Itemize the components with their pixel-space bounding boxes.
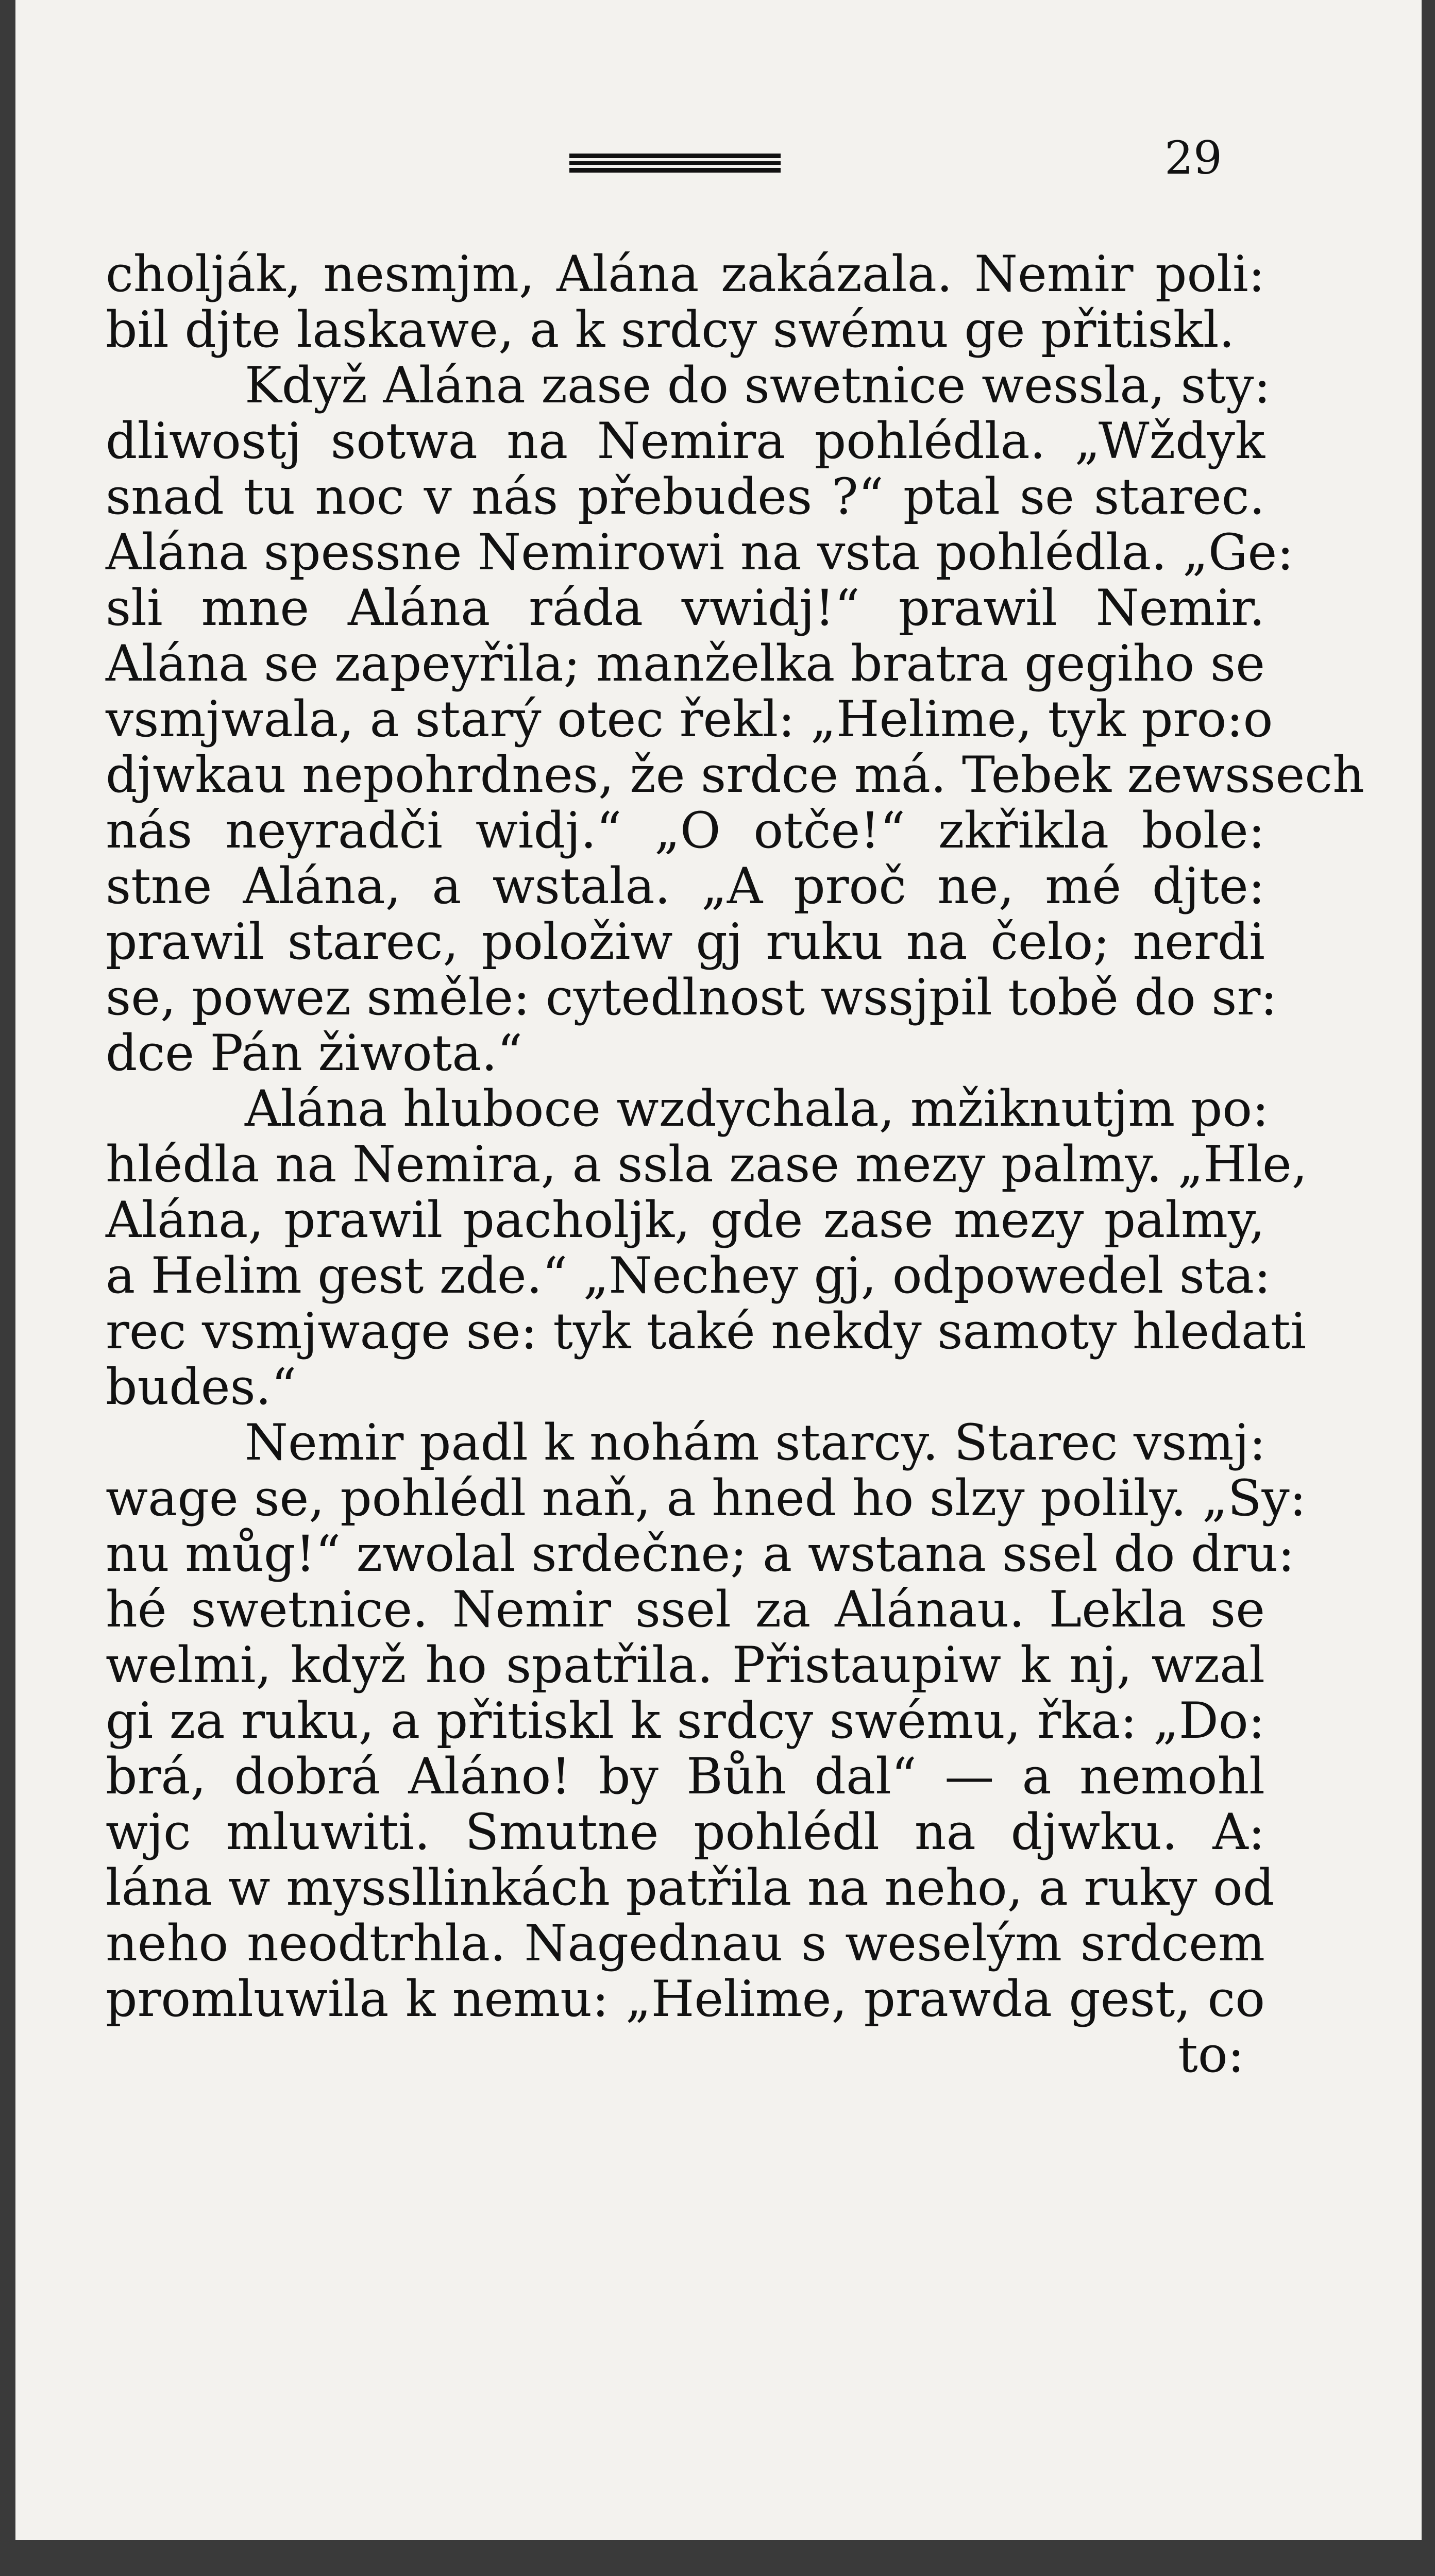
text-line: stne Alána, a wstala. „A proč ne, mé djte: — [106, 857, 1265, 915]
text-line: cholják, nesmjm, Alána zakázala. Nemir poli: — [106, 245, 1265, 303]
text-line: brá, dobrá Aláno! by Bůh dal“ — a nemohl — [106, 1748, 1265, 1805]
ornament-bar — [569, 168, 781, 173]
text-line: budes.“ — [106, 1358, 297, 1416]
body-text — [106, 245, 1364, 2083]
text-line: bil djte laskawe, a k srdcy swému ge přitiskl. — [106, 301, 1235, 359]
text-line: neho neodtrhla. Nagednau s weselým srdcem — [106, 1914, 1265, 1972]
text-line: welmi, když ho spatřila. Přistaupiw k nj, wzal — [106, 1636, 1265, 1694]
text-line: prawil starec, položiw gj ruku na čelo; nerdi — [106, 913, 1265, 971]
text-line: vsmjwala, a starý otec řekl: „Helime, tyk pro:o — [106, 690, 1273, 748]
text-line: wjc mluwiti. Smutne pohlédl na djwku. A: — [106, 1803, 1265, 1861]
text-line: nás neyradči widj.“ „O otče!“ zkřikla bole: — [106, 802, 1265, 859]
ornament-bar — [569, 154, 781, 158]
text-line: nu můg!“ zwolal srdečne; a wstana ssel do dru: — [106, 1525, 1295, 1583]
text-line: hé swetnice. Nemir ssel za Alánau. Lekla se — [106, 1581, 1265, 1638]
text-line: Alána spessne Nemirowi na vsta pohlédla. „Ge: — [106, 523, 1294, 581]
text-line: hlédla na Nemira, a ssla zase mezy palmy. „Hle, — [106, 1136, 1308, 1193]
text-line: dce Pán žiwota.“ — [106, 1024, 523, 1082]
text-line: wage se, pohlédl naň, a hned ho slzy polily. „Sy: — [106, 1469, 1307, 1527]
text-line: lána w myssllinkách patřila na neho, a ruky od — [106, 1859, 1275, 1917]
text-line: sli mne Alána ráda vwidj!“ prawil Nemir. — [106, 579, 1265, 637]
text-line: djwkau nepohrdnes, že srdce má. Tebek zewssech — [106, 746, 1364, 804]
text-line: se, powez směle: cytedlnost wssjpil tobě do sr: — [106, 969, 1277, 1026]
text-line: Když Alána zase do swetnice wessla, sty: — [245, 357, 1271, 414]
text-line: promluwila k nemu: „Helime, prawda gest, co — [106, 1970, 1265, 2028]
ornament-bar — [569, 161, 781, 165]
catchword: to: — [1178, 2026, 1244, 2083]
header-ornament-rule — [569, 154, 781, 173]
text-line: snad tu noc v nás přebudes ?“ ptal se starec. — [106, 468, 1265, 526]
text-line: Alána se zapeyřila; manželka bratra gegiho se — [106, 635, 1265, 692]
text-line: dliwostj sotwa na Nemira pohlédla. „Wždyk — [106, 412, 1265, 470]
text-line: a Helim gest zde.“ „Nechey gj, odpowedel sta: — [106, 1247, 1271, 1304]
page-number: 29 — [1164, 131, 1222, 184]
text-line: Alána, prawil pacholjk, gde zase mezy palmy, — [106, 1191, 1265, 1249]
text-line: rec vsmjwage se: tyk také nekdy samoty hledati — [106, 1302, 1307, 1360]
text-line: Alána hluboce wzdychala, mžiknutjm po: — [245, 1080, 1269, 1138]
text-line: gi za ruku, a přitiskl k srdcy swému, řka: „Do: — [106, 1692, 1265, 1750]
text-line: Nemir padl k nohám starcy. Starec vsmj: — [245, 1414, 1266, 1471]
